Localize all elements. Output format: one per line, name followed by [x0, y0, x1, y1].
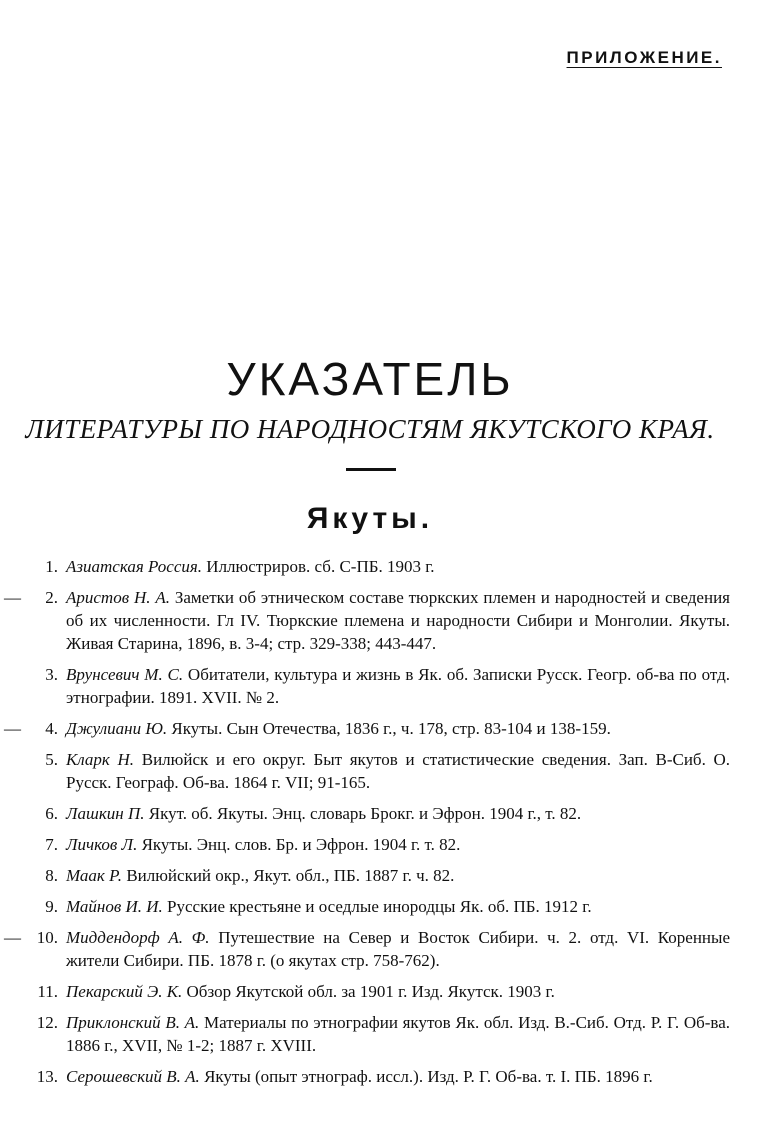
bibliography-entry: [0, 1011, 780, 1057]
entry-number: 3.: [45, 665, 58, 684]
entry-author: Миддендорф А. Ф.: [66, 928, 210, 947]
bibliography-entry: [0, 748, 780, 794]
appendix-label: ПРИЛОЖЕНИЕ.: [566, 48, 722, 67]
bibliography-list: [0, 555, 780, 1096]
title-divider: [346, 468, 396, 471]
entry-number: 4.: [45, 719, 58, 738]
entry-author: Майнов И. И.: [66, 897, 163, 916]
bibliography-entry: [0, 980, 780, 1003]
entry-number: 9.: [45, 897, 58, 916]
bibliography-entry: [0, 802, 780, 825]
entry-text: Якуты. Сын Отечества, 1836 г., ч. 178, стр. 83-104 и 138-159.: [171, 719, 611, 738]
entry-text: Якуты (опыт этнограф. иссл.). Изд. Р. Г. Об-ва. т. I. ПБ. 1896 г.: [204, 1067, 653, 1086]
entry-author: Азиатская Россия.: [66, 557, 203, 576]
entry-author: Лашкин П.: [66, 804, 145, 823]
entry-text: Путешествие на Север и Восток Сибири. ч. 2. отд. VI. Коренные жители Сибири. ПБ. 1878 г. (о якутах стр. 758-762).: [66, 928, 730, 970]
entry-text: Материалы по этнографии якутов Як. обл. Изд. В.-Сиб. Отд. Р. Г. Об-ва. 1886 г., XVII, № 1-2; 1887 г. XVIII.: [66, 1013, 731, 1055]
entry-number: 8.: [45, 866, 58, 885]
entry-number: 2.: [45, 588, 58, 607]
entry-author: Кларк Н.: [66, 750, 135, 769]
entry-author: Пекарский Э. К.: [66, 982, 183, 1001]
entry-number: 10.: [36, 928, 58, 947]
entry-text: Вилюйск и его округ. Быт якутов и статистические сведения. Зап. В-Сиб. О. Русск. Географ. Об-ва. 1864 г. VII; 91-165.: [66, 750, 731, 792]
entry-number: 5.: [45, 750, 58, 769]
bibliography-entry: [0, 864, 780, 887]
entry-text: Обзор Якутской обл. за 1901 г. Изд. Якутск. 1903 г.: [186, 982, 555, 1001]
bibliography-entry: [0, 1065, 780, 1088]
entry-author: Маак Р.: [66, 866, 123, 885]
bibliography-entry: [0, 717, 780, 740]
bibliography-entry: [0, 833, 780, 856]
entry-author: Серошевский В. А.: [66, 1067, 200, 1086]
bibliography-entry: [0, 895, 780, 918]
margin-mark: —: [4, 719, 21, 738]
margin-mark: —: [4, 588, 21, 607]
bibliography-entry: [0, 663, 780, 709]
entry-text: Заметки об этническом составе тюркских племен и народностей и сведения об их численности. Гл IV. Тюркские племена и народности Сибири и Монголии. Якуты. Живая Старина, 1896, в. 3-4; стр. 329-338; 443-447.: [66, 588, 730, 653]
entry-text: Якуты. Энц. слов. Бр. и Эфрон. 1904 г. т. 82.: [141, 835, 461, 854]
entry-number: 6.: [45, 804, 58, 823]
index-subtitle: ЛИТЕРАТУРЫ ПО НАРОДНОСТЯМ ЯКУТСКОГО КРАЯ.: [25, 414, 715, 444]
bibliography-entry: [0, 926, 780, 972]
entry-text: Якут. об. Якуты. Энц. словарь Брокг. и Эфрон. 1904 г., т. 82.: [148, 804, 582, 823]
entry-number: 7.: [45, 835, 58, 854]
entry-author: Врунсевич М. С.: [66, 665, 184, 684]
entry-text: Иллюстриров. сб. С-ПБ. 1903 г.: [206, 557, 435, 576]
entry-number: 12.: [36, 1013, 58, 1032]
bibliography-entry: [0, 555, 780, 578]
entry-text: Русские крестьяне и оседлые инородцы Як. об. ПБ. 1912 г.: [167, 897, 592, 916]
entry-number: 13.: [36, 1067, 58, 1086]
entry-author: Джулиани Ю.: [66, 719, 168, 738]
index-title: УКАЗАТЕЛЬ: [226, 353, 514, 405]
bibliography-entry: [0, 586, 780, 655]
entry-number: 1.: [45, 557, 58, 576]
entry-author: Аристов Н. А.: [66, 588, 170, 607]
entry-text: Обитатели, культура и жизнь в Як. об. Записки Русск. Геогр. об-ва по отд. этнографии. 1891. XVII. № 2.: [66, 665, 730, 707]
entry-author: Приклонский В. А.: [66, 1013, 200, 1032]
entry-text: Вилюйский окр., Якут. обл., ПБ. 1887 г. ч. 82.: [126, 866, 455, 885]
margin-mark: —: [4, 928, 21, 947]
section-heading: Якуты.: [306, 502, 434, 535]
entry-number: 11.: [37, 982, 58, 1001]
entry-author: Личков Л.: [66, 835, 138, 854]
